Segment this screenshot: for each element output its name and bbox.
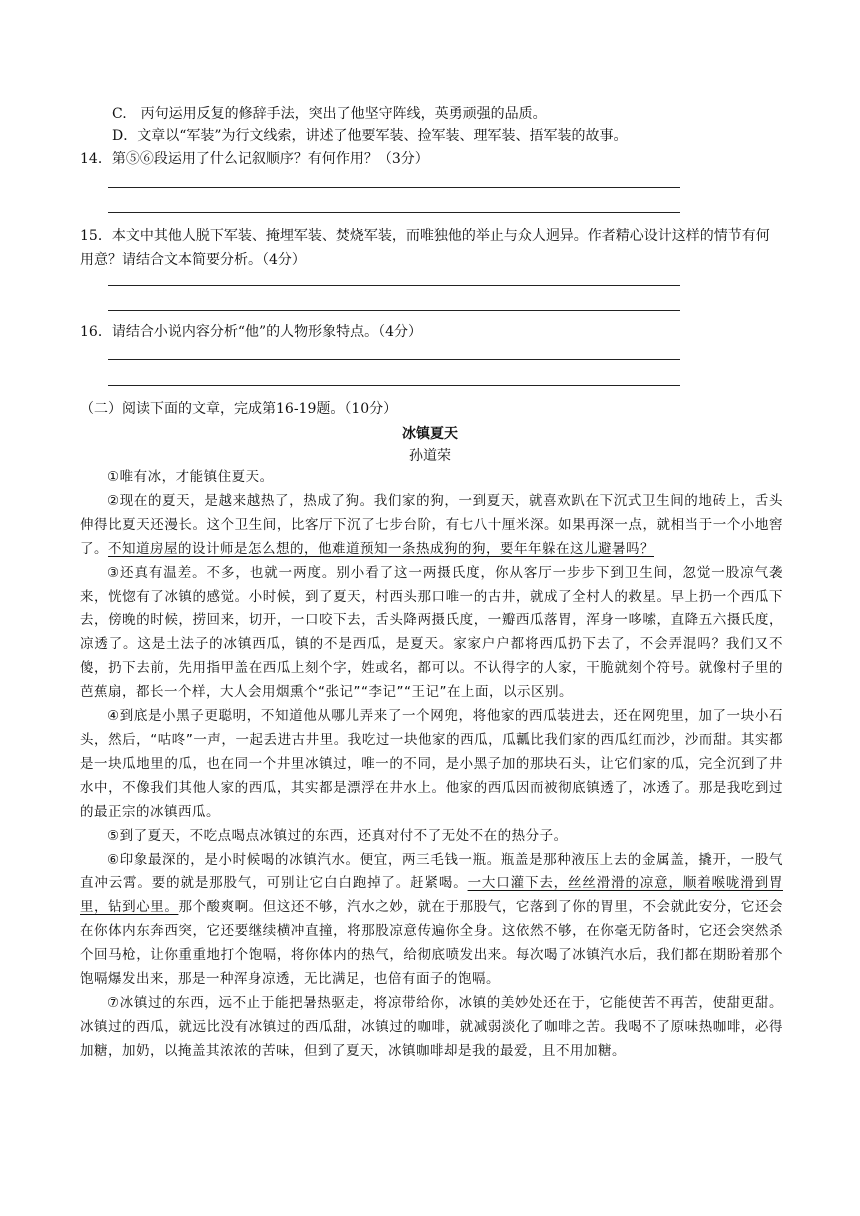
question-15: 15．本文中其他人脱下军装、掩埋军装、焚烧军装，而唯独他的举止与众人迥异。作者精心设计这样的情节有何用意？请结合文本简要分析。（4分） <box>80 228 770 268</box>
paragraph-1: ①唯有冰，才能镇住夏天。 <box>107 469 274 485</box>
option-d: D．文章以“军装”为行文线索，讲述了他要军装、捡军装、理军装、捂军装的故事。 <box>112 128 628 144</box>
answer-line[interactable] <box>108 212 680 213</box>
paragraph-3: ③还真有温差。不多，也就一两度。别小看了这一两摄氏度，你从客厅一步步下到卫生间，忽觉一股凉气袭来，恍惚有了冰镇的感觉。小时候，到了夏天，村西头那口唯一的古井，就成了全村人的救星。早上扔一个西瓜下去，傍晚的时候，捞回来，切开，一口咬下去，舌头降两摄氏度，一瓣西瓜落胃，浑身一哆嗦，直降五六摄氏度，凉透了。这是土法子的冰镇西瓜，镇的不是西瓜，是夏天。家家户户都将西瓜扔下去了，不会弄混吗？我们又不傻，扔下去前，先用指甲盖在西瓜上刻个字，姓或名，都可以。不认得字的人家，干脆就刻个符号。就像村子里的芭蕉扇，都长一个样，大人会用烟熏个“张记”“李记”“王记”在上面，以示区别。 <box>80 564 783 701</box>
paragraph-text: ②现在的夏天，是越来越热了，热成了狗。我们家的狗，一到夏天，就喜欢趴在下沉式卫生间的地砖上，舌头伸得比夏天还漫长。这个卫生间，比客厅下沉了七步台阶，有七八十厘米深。如果再深一点，就相当于一个小地窖了。 <box>80 492 783 557</box>
paragraph-2 <box>80 490 783 562</box>
article-title: 冰镇夏天 <box>402 426 458 442</box>
paragraph-text: ⑥印象最深的，是小时候喝的冰镇汽水。便宜，两三毛钱一瓶。瓶盖是那种液压上去的金属盖，撬开，一股气直冲云霄。要的就是那股气，可别让它白白跑掉了。赶紧喝。 <box>80 851 783 892</box>
paragraph-text: 那个酸爽啊。但这还不够，汽水之妙，就在于那股气，它落到了你的胃里，不会就此安分，它还会在你体内东奔西突，它还要继续横冲直撞，将那股凉意传遍你全身。这依然不够，在你毫无防备时，它还会突然杀个回马枪，让你重重地打个饱嗝，将你体内的热气，给彻底喷发出来。每次喝了冰镇汽水后，我们都在期盼着那个饱嗝爆发出来，那是一种浑身凉透，无比满足，也倍有面子的饱嗝。 <box>80 899 784 988</box>
paragraph-4: ④到底是小黑子更聪明，不知道他从哪儿弄来了一个网兜，将他家的西瓜装进去，还在网兜里，加了一块小石头，然后，“咕咚”一声，一起丢进古井里。我吃过一块他家的西瓜，瓜瓤比我们家的西瓜红而沙，沙而甜。其实都是一块瓜地里的瓜，也在同一个井里冰镇过，唯一的不同，是小黑子加的那块石头，让它们家的瓜，完全沉到了井水中，不像我们其他人家的西瓜，其实都是漂浮在井水上。他家的西瓜因而被彻底镇透了，冰透了。那是我吃到过的最正宗的冰镇西瓜。 <box>80 708 783 820</box>
paragraph-7: ⑦冰镇过的东西，远不止于能把暑热驱走，将凉带给你，冰镇的美妙处还在于，它能使苦不再苦，使甜更甜。冰镇过的西瓜，就远比没有冰镇过的西瓜甜，冰镇过的咖啡，就减弱淡化了咖啡之苦。我喝不了原味热咖啡，必得加糖，加奶，以掩盖其浓浓的苦味，但到了夏天，冰镇咖啡却是我的最爱，且不用加糖。 <box>80 994 783 1059</box>
article-body <box>80 466 783 1064</box>
answer-line[interactable] <box>108 310 680 311</box>
answer-line[interactable] <box>108 285 680 286</box>
paragraph-6 <box>80 849 783 992</box>
question-16: 16．请结合小说内容分析“他”的人物形象特点。（4分） <box>80 324 423 340</box>
underlined-sentence: 一大口灌下去，丝丝滑滑的凉意，顺着喉咙滑到胃里，钻到心里。 <box>80 875 783 916</box>
answer-line[interactable] <box>108 187 680 188</box>
paragraph-5: ⑤到了夏天，不吃点喝点冰镇过的东西，还真对付不了无处不在的热分子。 <box>107 827 568 844</box>
article-author: 孙道荣 <box>409 448 451 464</box>
answer-line[interactable] <box>108 385 680 386</box>
section-heading: （二）阅读下面的文章，完成第16-19题。（10分） <box>80 401 398 417</box>
answer-line[interactable] <box>108 359 680 360</box>
option-c: C. 丙句运用反复的修辞手法，突出了他坚守阵线，英勇顽强的品质。 <box>112 106 547 122</box>
question-14: 14．第⑤⑥段运用了什么记叙顺序？有何作用？（3分） <box>80 151 429 167</box>
underlined-sentence: 不知道房屋的设计师是怎么想的，他难道预知一条热成狗的狗，要年年躲在这儿避暑吗？ <box>108 540 654 557</box>
